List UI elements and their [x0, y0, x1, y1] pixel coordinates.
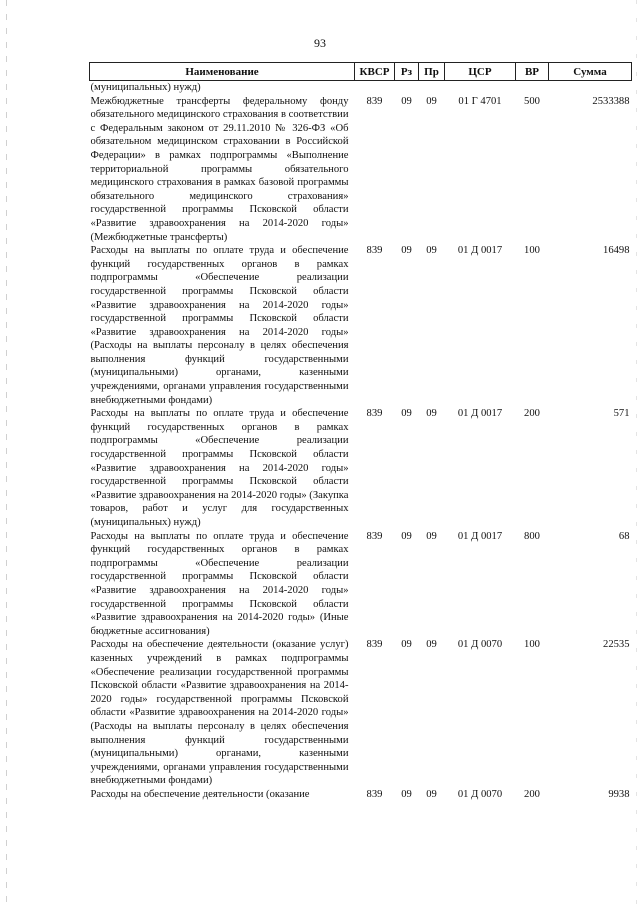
- row-vr: 200: [524, 408, 540, 420]
- row-sum: 571: [613, 408, 630, 420]
- budget-table: [89, 62, 632, 801]
- row-kvsr: 839: [366, 788, 383, 800]
- row-rz: 09: [401, 408, 412, 420]
- header-kvsr: КВСР: [355, 63, 395, 81]
- row-kvsr: 839: [366, 530, 383, 542]
- row-name: (муниципальных) нужд): [90, 82, 201, 93]
- row-csr: 01 Д 0070: [457, 788, 503, 800]
- row-rz: 09: [401, 639, 412, 651]
- row-vr: [516, 81, 549, 95]
- row-csr: 01 Д 0070: [457, 639, 503, 651]
- row-sum: 68: [618, 530, 630, 542]
- row-pr: 09: [426, 788, 437, 800]
- table-row: [90, 244, 632, 407]
- table-row: [90, 638, 632, 788]
- header-pr: Пр: [419, 63, 445, 81]
- row-sum: 9938: [608, 788, 630, 800]
- row-pr: 09: [426, 95, 437, 107]
- row-name: Расходы на выплаты по оплате труда и обеспечение функций государственных органов в рамках подпрограммы «Обеспечение реализации государственной программы Псковской области «Развитие здравоохранения на 2014-2020 годы» государственной программы Псковской области «Развитие здравоохранения на 2014-2020 годы» (Расходы на выплаты персоналу в целях обеспечения выполнения функций государственными (муниципальными) органами, казенными учреждениями, органами управления государственными внебюджетными фондами): [90, 245, 349, 406]
- row-pr: 09: [426, 639, 437, 651]
- row-sum: [549, 81, 632, 95]
- table-row: [90, 81, 632, 95]
- row-kvsr: 839: [366, 95, 383, 107]
- page-number: 93: [314, 36, 326, 50]
- row-rz: 09: [401, 788, 412, 800]
- row-csr: [445, 81, 516, 95]
- row-kvsr: 839: [366, 639, 383, 651]
- table-row: [90, 407, 632, 529]
- table-row: [90, 530, 632, 639]
- row-csr: 01 Г 4701: [458, 95, 502, 107]
- table-row: [90, 788, 632, 802]
- header-vr: ВР: [516, 63, 549, 81]
- row-pr: [419, 81, 445, 95]
- row-rz: 09: [401, 530, 412, 542]
- row-sum: 16498: [603, 245, 630, 257]
- header-name: Наименование: [90, 63, 355, 81]
- row-csr: 01 Д 0017: [457, 530, 503, 542]
- row-kvsr: 839: [366, 245, 383, 257]
- row-sum: 22535: [603, 639, 630, 651]
- row-vr: 100: [524, 245, 540, 257]
- row-pr: 09: [426, 530, 437, 542]
- row-name: Межбюджетные трансферты федеральному фонду обязательного медицинского страхования в соответствии с Федеральным законом от 29.11.2010 № 326-ФЗ «Об обязательном медицинском страховании в Российской Федерации» в рамках подпрограммы «Выполнение территориальной программы обязательного медицинского страхования в рамках базовой программы обязательного медицинского страхования» государственной программы Псковской области «Развитие здравоохранения на 2014-2020 годы» (Межбюджетные трансферты): [90, 95, 349, 243]
- row-rz: 09: [401, 95, 412, 107]
- row-csr: 01 Д 0017: [457, 408, 503, 420]
- header-csr: ЦСР: [445, 63, 516, 81]
- row-vr: 800: [524, 530, 540, 542]
- row-pr: 09: [426, 408, 437, 420]
- row-kvsr: [355, 81, 395, 95]
- row-sum: 2533388: [592, 95, 630, 107]
- row-name: Расходы на обеспечение деятельности (оказание услуг) казенных учреждений в рамках подпрограммы «Обеспечение реализации государственной программы Псковской области «Развитие здравоохранения на 2014-2020 годы» государственной программы Псковской области «Развитие здравоохранения на 2014-2020 годы» (Расходы на выплаты персоналу в целях обеспечения выполнения функций государственными (муниципальными) органами, казенными учреждениями, органами управления государственными внебюджетными фондами): [90, 639, 349, 787]
- row-csr: 01 Д 0017: [457, 245, 503, 257]
- row-name: Расходы на обеспечение деятельности (оказание: [90, 788, 310, 800]
- row-pr: 09: [426, 245, 437, 257]
- scan-edge-right: [636, 0, 637, 905]
- table-header-row: [90, 63, 632, 81]
- row-vr: 200: [524, 788, 540, 800]
- row-vr: 100: [524, 639, 540, 651]
- table-row: [90, 95, 632, 245]
- row-name: Расходы на выплаты по оплате труда и обеспечение функций государственных органов в рамках подпрограммы «Обеспечение реализации государственной программы Псковской области «Развитие здравоохранения на 2014-2020 годы» государственной программы Псковской области «Развитие здравоохранения на 2014-2020 годы» (Закупка товаров, работ и услуг для государственных (муниципальных) нужд): [90, 408, 349, 528]
- row-kvsr: 839: [366, 408, 383, 420]
- scan-edge-left: [6, 0, 7, 905]
- header-rz: Рз: [395, 63, 419, 81]
- row-rz: 09: [401, 245, 412, 257]
- row-name: Расходы на выплаты по оплате труда и обеспечение функций государственных органов в рамках подпрограммы «Обеспечение реализации государственной программы Псковской области «Развитие здравоохранения на 2014-2020 годы» государственной программы Псковской области «Развитие здравоохранения на 2014-2020 годы» (Иные бюджетные ассигнования): [90, 530, 349, 637]
- row-rz: [395, 81, 419, 95]
- header-sum: Сумма: [549, 63, 632, 81]
- row-vr: 500: [524, 95, 540, 107]
